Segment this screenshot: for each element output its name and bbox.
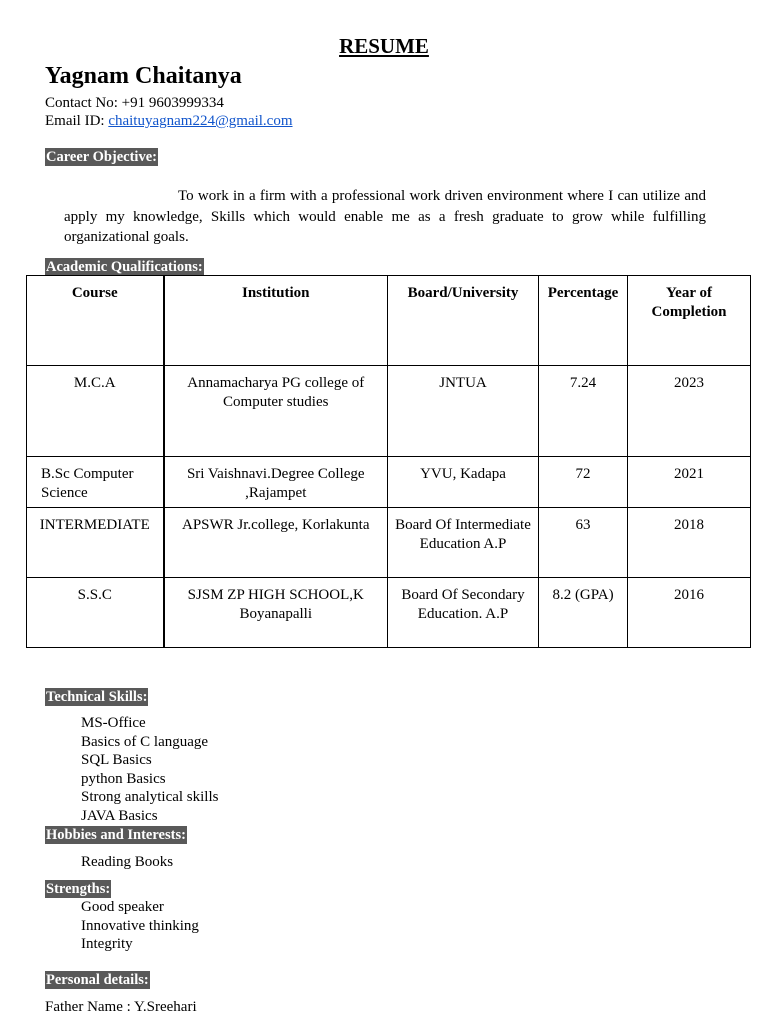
strengths-heading: Strengths:	[46, 881, 111, 897]
academic-qualifications-heading: Academic Qualifications:	[46, 259, 203, 275]
academic-qualifications-table	[26, 275, 751, 648]
list-item: Good speaker	[81, 899, 164, 915]
cell-institution: Annamacharya PG college of Computer studies	[164, 366, 388, 457]
table-row	[27, 508, 751, 578]
father-name-value: Y.Sreehari	[134, 999, 197, 1015]
person-name: Yagnam Chaitanya	[45, 63, 242, 89]
father-name-label: Father Name :	[45, 999, 134, 1015]
cell-year: 2016	[628, 578, 751, 648]
list-item: python Basics	[81, 770, 166, 787]
cell-course: M.C.A	[27, 366, 164, 457]
cell-board: JNTUA	[388, 366, 539, 457]
career-objective-heading: Career Objective:	[46, 149, 157, 165]
cell-board: Board Of Intermediate Education A.P	[388, 508, 539, 578]
list-item: SQL Basics	[81, 752, 152, 769]
cell-year: 2021	[628, 457, 751, 508]
technical-skills-list	[81, 714, 218, 826]
column-header-institution: Institution	[164, 276, 388, 366]
list-item: MS-Office	[81, 715, 146, 731]
list-item: Reading Books	[81, 854, 174, 870]
list-item: Strong analytical skills	[81, 789, 219, 806]
cell-percentage: 63	[539, 508, 628, 578]
career-objective-text: To work in a firm with a professional work driven environment where I can utilize and apply my knowledge, Skills which would enable me as a fresh graduate to grow while fulfilling organizational goals.	[64, 188, 706, 245]
cell-percentage: 7.24	[539, 366, 628, 457]
column-header-year: Year of Completion	[628, 276, 751, 366]
technical-skills-heading: Technical Skills:	[46, 689, 148, 705]
cell-board: Board Of Secondary Education. A.P	[388, 578, 539, 648]
table-header-row	[27, 276, 751, 366]
cell-institution: SJSM ZP HIGH SCHOOL,K Boyanapalli	[164, 578, 388, 648]
email-link[interactable]: chaituyagnam224@gmail.com	[108, 113, 293, 129]
list-item: Integrity	[81, 936, 133, 953]
cell-course: S.S.C	[27, 578, 164, 648]
list-item: JAVA Basics	[81, 807, 158, 824]
table-row	[27, 578, 751, 648]
cell-board: YVU, Kadapa	[388, 457, 539, 508]
cell-institution: Sri Vaishnavi.Degree College ,Rajampet	[164, 457, 388, 508]
cell-year: 2018	[628, 508, 751, 578]
document-title: RESUME	[339, 34, 429, 58]
list-item: Innovative thinking	[81, 917, 199, 934]
table-row	[27, 366, 751, 457]
hobbies-heading: Hobbies and Interests:	[46, 827, 186, 843]
email-label: Email ID:	[45, 113, 109, 129]
cell-percentage: 8.2 (GPA)	[539, 578, 628, 648]
cell-year: 2023	[628, 366, 751, 457]
contact-line	[45, 94, 224, 112]
strengths-list	[81, 898, 199, 954]
table-row	[27, 457, 751, 508]
cell-percentage: 72	[539, 457, 628, 508]
cell-institution: APSWR Jr.college, Korlakunta	[164, 508, 388, 578]
column-header-board: Board/University	[388, 276, 539, 366]
email-line	[45, 112, 293, 130]
cell-course: B.Sc Computer Science	[27, 457, 164, 508]
hobbies-list	[81, 853, 173, 872]
cell-course: INTERMEDIATE	[27, 508, 164, 578]
father-name-line	[45, 998, 197, 1016]
column-header-course: Course	[27, 276, 164, 366]
contact-number: +91 9603999334	[121, 95, 224, 111]
column-header-percentage: Percentage	[539, 276, 628, 366]
list-item: Basics of C language	[81, 733, 209, 750]
contact-label: Contact No:	[45, 95, 122, 111]
personal-details-heading: Personal details:	[46, 972, 149, 988]
